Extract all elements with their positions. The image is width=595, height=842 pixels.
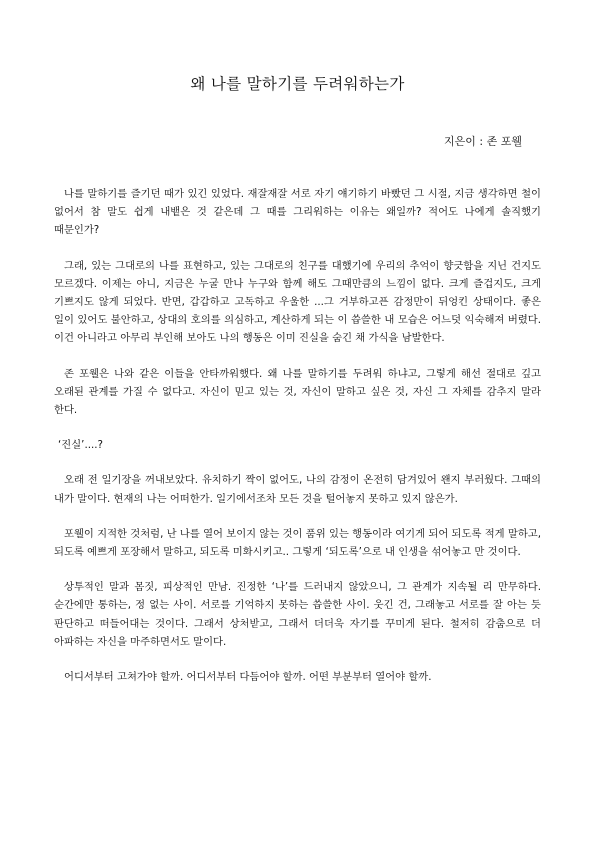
paragraph: 상투적인 말과 몸짓, 피상적인 만남. 진정한 ‘나’를 드러내지 않았으니, 그 관계가 지속될 리 만무하다. 순간에만 통하는, 정 없는 사이. 서로를 기억하지 못하는 씁쓸한 사이. 웃긴 건, 그래놓고 서로를 잘 아는 듯 판단하고 떠들어대는 것이다. 그래서 상처받고, 그래서 더더욱 자기를 꾸미게 된다. 철저히 감춤으로 더 아파하는 자신을 마주하면서도 말이다. [54, 581, 541, 648]
paragraph: ‘진실’....? [58, 439, 103, 452]
paragraph: 존 포웰은 나와 같은 이들을 안타까워했다. 왜 나를 말하기를 두려워 하냐고, 그렇게 해선 절대로 깊고 오래된 관계를 가질 수 없다고. 자신이 믿고 있는 것, 자신이 말하고 싶은 것, 자신 그 자체를 감추지 말라 한다. [54, 367, 541, 417]
paragraph: 어디서부터 고쳐가야 할까. 어디서부터 다듬어야 할까. 어떤 부분부터 열어야 할까. [64, 671, 432, 684]
document-body [54, 185, 541, 703]
paragraph: 오래 전 일기장을 꺼내보았다. 유치하기 짝이 없어도, 나의 감정이 온전히 담겨있어 왠지 부러웠다. 그때의 내가 말이다. 현재의 나는 어떠한가. 일기에서조차 모든 것을 털어놓지 못하고 있지 않은가. [54, 474, 541, 505]
document-title: 왜 나를 말하기를 두려워하는가 [190, 75, 405, 93]
author-line: 지은이 : 존 포웰 [444, 135, 522, 148]
paragraph: 포웰이 지적한 것처럼, 난 나를 열어 보이지 않는 것이 품위 있는 행동이라 여기게 되어 되도록 적게 말하고, 되도록 예쁘게 포장해서 말하고, 되도록 미화시키고.. 그렇게 ‘되도록’으로 내 인생을 섞어놓고 만 것이다. [54, 527, 541, 559]
paragraph: 그래, 있는 그대로의 나를 표현하고, 있는 그대로의 친구를 대했기에 우리의 추억이 향긋함을 지닌 건지도 모르겠다. 이제는 아니, 지금은 누굴 만나 누구와 함께 해도 그때만큼의 느낌이 없다. 크게 즐겁지도, 크게 기쁘지도 않게 되었다. 반면, 갑갑하고 고독하고 우울한 ...그 거부하고픈 감정만이 뒤엉킨 상태이다. 좋은 일이 있어도 불안하고, 상대의 호의를 의심하고, 계산하게 되는 이 씁쓸한 내 모습은 어느덧 익숙해져 버렸다. 이건 아니라고 아무리 부인해 보아도 나의 행동은 이미 진실을 숨긴 채 가식을 남발한다. [54, 259, 541, 345]
paragraph: 나를 말하기를 즐기던 때가 있긴 있었다. 재잘재잘 서로 자기 얘기하기 바빴던 그 시절, 지금 생각하면 철이 없어서 참 말도 쉽게 내뱉은 것 같은데 그 때를 그리워하는 이유는 왜일까? 적어도 나에게 솔직했기 때문인가? [54, 188, 541, 237]
